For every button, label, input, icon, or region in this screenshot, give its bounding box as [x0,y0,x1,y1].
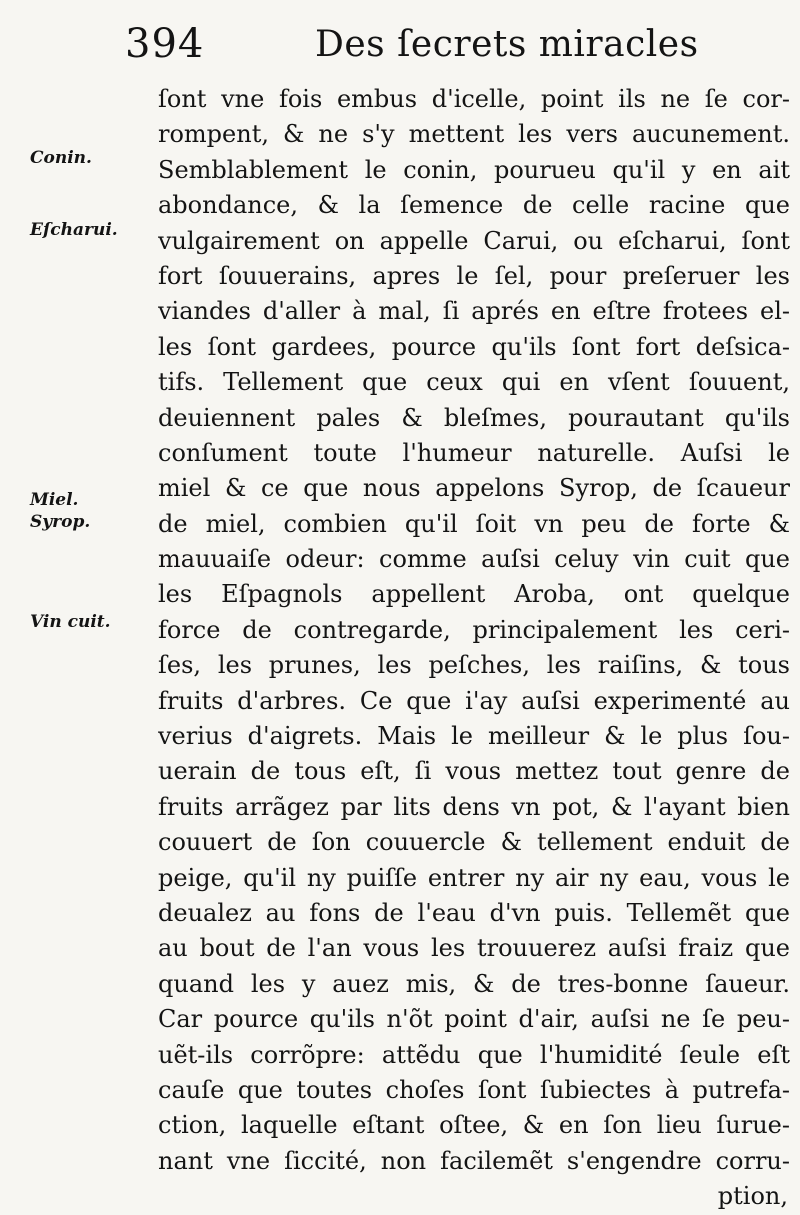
margin-note-escharui: Eſcharui. [30,220,118,240]
body-text [158,82,790,1215]
page-header [100,18,790,70]
text-line: Semblablement le conin, pourueu qu'il y en ait [158,155,790,184]
text-line: viandes d'aller à mal, ſi aprés en eſtre frotees el- [158,297,790,326]
text-line: couuert de ſon couuercle & tellement enduit de [158,828,790,857]
margin-note-conin: Conin. [30,148,92,168]
text-line: force de contregarde, principalement les ceri- [158,615,790,644]
text-line: quand les y auez mis, & de tres-bonne ſaueur. [158,969,790,998]
text-line: rompent, & ne s'y mettent les vers aucunement. [158,120,790,149]
text-line: les ſont gardees, pource qu'ils ſont fort deſsica- [158,332,790,361]
text-line: tifs. Tellement que ceux qui en vſent ſouuent, [158,368,790,397]
text-line: vulgairement on appelle Carui, ou eſcharui, ſont [158,226,790,255]
text-line: fruits d'arbres. Ce que i'ay auſsi experimenté au [158,686,790,715]
text-line: au bout de l'an vous les trouuerez auſsi fraiz que [158,934,790,963]
catchword-line: ption, [717,1182,788,1211]
text-line: peige, qu'il ny puiſſe entrer ny air ny eau, vous le [158,863,790,892]
running-title: Des ſecrets miracles [315,24,699,65]
text-line: mauuaiſe odeur: comme auſsi celuy vin cuit que [158,545,790,574]
text-line: conſument toute l'humeur naturelle. Auſsi le [158,438,790,467]
text-line: ſes, les prunes, les peſches, les raiſins, & tous [158,651,790,680]
text-line: uẽt-ils corrõpre: attẽdu que l'humidité ſeule eſt [158,1040,790,1069]
margin-note-miel: Miel. [30,490,79,510]
margin-notes [0,0,150,1215]
text-line: de miel, combien qu'il ſoit vn peu de forte & [158,509,790,538]
text-line: nant vne ſiccité, non facilemẽt s'engendre corru- [158,1146,790,1175]
margin-note-syrop: Syrop. [30,512,91,532]
margin-note-vin-cuit: Vin cuit. [30,612,111,632]
text-line: abondance, & la ſemence de celle racine que [158,191,790,220]
text-line: verius d'aigrets. Mais le meilleur & le plus ſou- [158,722,790,751]
text-line: uerain de tous eſt, ſi vous mettez tout genre de [158,757,790,786]
text-line: miel & ce que nous appelons Syrop, de ſcaueur [158,474,790,503]
text-line: fruits arrãgez par lits dens vn pot, & l'ayant bien [158,792,790,821]
text-line: ction, laquelle eſtant oſtee, & en ſon lieu ſurue- [158,1111,790,1140]
text-line: Car pource qu'ils n'õt point d'air, auſsi ne ſe peu- [158,1005,790,1034]
text-line: les Eſpagnols appellent Aroba, ont quelque [158,580,790,609]
text-line: deualez au fons de l'eau d'vn puis. Tellemẽt que [158,898,790,927]
text-line: fort ſouuerains, apres le ſel, pour preſeruer les [158,261,790,290]
page-number: 394 [125,21,205,67]
text-line: deuiennent pales & bleſmes, pourautant qu'ils [158,403,790,432]
text-line: cauſe que toutes choſes ſont ſubiectes à putrefa- [158,1075,790,1104]
text-line: ſont vne fois embus d'icelle, point ils ne ſe cor- [158,85,790,113]
